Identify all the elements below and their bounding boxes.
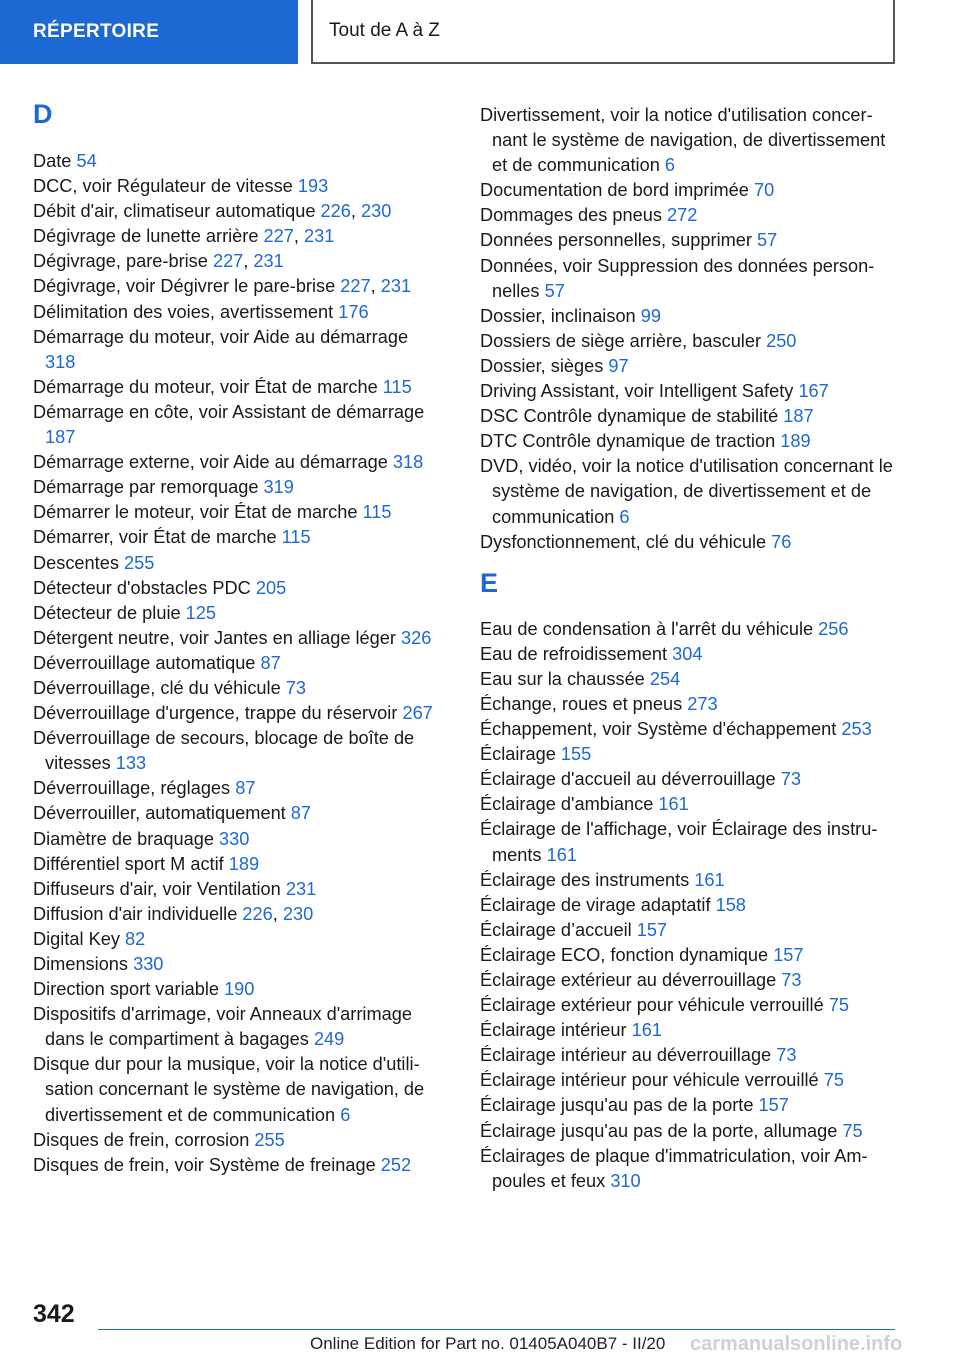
index-entry [33,726,443,776]
entry-text: Éclairage intérieur [480,1020,632,1041]
page-link[interactable]: 161 [546,844,577,865]
page-link[interactable]: 133 [115,753,147,774]
index-entry [33,400,443,450]
entry-text: Différentiel sport M actif [33,853,229,874]
entry-text: Déverrouillage automatique [33,652,261,673]
page-link[interactable]: 189 [780,431,811,452]
page-link[interactable]: 227 [263,226,294,247]
entry-text: Disques de frein, voir Système de freinage [33,1154,381,1175]
entry-text: Démarrage en côte, voir Assistant de démarrage [33,401,425,422]
entry-text: Déverrouiller, automatiquement [33,803,291,824]
edition-text: Online Edition for Part no. 01405A040B7 - II/20 [310,1334,666,1353]
page-link[interactable]: 193 [297,176,329,197]
entry-text: Éclairage d'accueil au déverrouillage [480,769,781,790]
index-entry [480,254,900,304]
entry-text: Éclairage jusqu'au pas de la porte [480,1095,759,1116]
page-link[interactable]: 97 [608,355,629,376]
page-link[interactable]: 87 [235,778,256,799]
index-entry [33,375,443,400]
entry-text: Éclairage intérieur au déverrouillage [480,1045,777,1066]
entry-text: Éclairage d'ambiance [480,794,659,815]
index-entry [33,827,443,852]
watermark-logo: carmanualsonline.info [690,1333,903,1355]
page-link[interactable]: 115 [362,502,392,523]
page-link[interactable]: 310 [610,1170,641,1191]
index-entry [480,329,900,354]
index-entry [33,576,443,601]
index-entry [480,692,900,717]
page-link[interactable]: 318 [45,351,76,372]
page-link[interactable]: 226 [242,903,273,924]
page-separator: , [350,201,362,222]
page-link[interactable]: 75 [828,995,850,1016]
page-link[interactable]: 157 [758,1095,789,1116]
page-link[interactable]: 227 [340,276,371,297]
entry-text: Disques de frein, corrosion [33,1129,255,1150]
page-link[interactable]: 73 [781,970,802,990]
page-link[interactable]: 254 [649,668,681,689]
index-entry [480,642,900,667]
index-entry [33,500,443,525]
page-link[interactable]: 230 [361,201,392,222]
index-entry [480,379,900,404]
index-entry [33,1002,443,1052]
entry-text: Diffusion d'air individuelle [33,903,243,924]
entry-text: Éclairage d’accueil [480,919,637,940]
index-entry [480,767,900,792]
page-link[interactable]: 158 [715,894,746,915]
index-entry [480,203,900,228]
index-entry [33,224,443,249]
index-entry [480,304,900,329]
page-link[interactable]: 187 [45,427,76,448]
page-link[interactable]: 189 [228,853,260,874]
page-separator: , [272,903,283,924]
page-link[interactable]: 161 [658,794,689,815]
page-link[interactable]: 330 [133,954,164,974]
index-entry [33,1128,443,1153]
entry-text: DSC Contrôle dynamique de stabilité [480,406,784,427]
chapter-title: Tout de A à Z [329,20,440,41]
entry-text: Détecteur d'obstacles PDC [33,577,256,598]
entry-text: Démarrage du moteur, voir Aide au démarrage [33,326,409,347]
entry-text: Dégivrage, voir Dégivrer le pare-brise [33,276,341,297]
index-entry [33,325,443,375]
page-link[interactable]: 167 [798,381,829,402]
page-link[interactable]: 76 [771,531,792,552]
page-link[interactable]: 267 [402,703,433,724]
entry-text: Déverrouillage d'urgence, trappe du réservoir [33,703,403,724]
page-link[interactable]: 252 [380,1154,412,1175]
index-entry [33,701,443,726]
index-entry [33,249,443,274]
page-link[interactable]: 227 [212,251,244,272]
entry-text: Driving Assistant, voir Intelligent Safety [480,381,799,402]
page-link[interactable]: 73 [285,677,306,698]
page-link[interactable]: 319 [263,477,294,498]
page-link[interactable]: 205 [255,577,287,598]
page-link[interactable]: 187 [783,406,814,427]
entry-text: Descentes [33,552,124,573]
page-link[interactable]: 256 [818,618,849,639]
index-entry [33,676,443,701]
index-entry [480,893,900,918]
page-link[interactable]: 115 [281,527,311,548]
page-link[interactable]: 226 [320,201,351,222]
index-entry [480,1119,900,1144]
entry-text: Éclairage [480,744,561,765]
entry-text: Démarrage par remorquage [33,477,264,498]
index-entry [33,626,443,651]
page-link[interactable]: 73 [776,1045,797,1066]
entry-text: Diamètre de braquage [33,828,220,849]
entry-text: Éclairage jusqu'au pas de la porte, allumage [480,1120,843,1141]
index-entry [33,776,443,801]
entry-text: Démarrage du moteur, voir État de marche [33,376,383,397]
entry-text: Dysfonctionnement, clé du véhicule [480,531,772,552]
section-tab[interactable] [0,0,298,64]
entry-text: Éclairage ECO, fonction dynamique [480,944,774,965]
page-link[interactable]: 115 [382,376,412,397]
page-link[interactable]: 230 [282,903,314,924]
page-link[interactable]: 75 [823,1070,844,1091]
entry-text: Éclairages de plaque d'immatriculation, voir Ampoules et feux [480,1145,868,1191]
entry-text: Dommages des pneus [480,205,668,226]
entry-text: Déverrouillage, réglages [33,778,236,799]
index-entry [33,927,443,952]
page-link[interactable]: 99 [640,305,661,326]
page-link[interactable]: 70 [753,180,775,201]
index-entry [33,1153,443,1178]
index-entry [480,918,900,943]
page-link[interactable]: 231 [285,878,317,899]
index-entry [480,943,900,968]
index-entry [480,817,900,867]
entry-text: Éclairage de virage adaptatif [480,894,716,915]
index-entry [480,868,900,893]
page-link[interactable]: 155 [560,744,592,765]
index-entry [480,717,900,742]
entry-text: Délimitation des voies, avertissement [33,301,339,322]
page-separator: , [243,251,254,272]
index-entry [33,801,443,826]
entry-text: Débit d'air, climatiseur automatique [33,201,321,222]
entry-text: Déverrouillage de secours, blocage de boîte de vitesses [33,728,415,774]
index-entry [33,450,443,475]
page-link[interactable]: 157 [636,919,668,940]
page-link[interactable]: 125 [185,602,217,623]
chapter-tab [311,0,895,64]
entry-text: Disque dur pour la musique, voir la notice d'utilisation concernant le système de navigation, de divertissement et de communication [33,1054,425,1125]
entry-text: Dossiers de siège arrière, basculer [480,330,767,351]
entry-text: Détecteur de pluie [33,602,186,623]
entry-text: Démarrer, voir État de marche [33,527,282,548]
entry-text: Éclairage des instruments [480,869,695,890]
index-entry [33,877,443,902]
index-entry [480,1093,900,1118]
page-header [0,0,960,66]
index-entry [480,454,900,529]
entry-text: Échappement, voir Système d'échappement [480,719,842,740]
entry-text: DVD, vidéo, voir la notice d'utilisation concernant le système de navigation, de divertissement et de communication [480,456,893,527]
index-entry [480,667,900,692]
index-entry [33,651,443,676]
index-entry [480,103,900,178]
index-entry [33,475,443,500]
page-link[interactable]: 190 [224,979,255,1000]
page-link[interactable]: 87 [290,803,312,824]
index-letter-heading: E [480,567,499,598]
page-link[interactable]: 75 [842,1120,863,1141]
page-link[interactable]: 304 [672,643,703,664]
page-link[interactable]: 73 [780,769,801,790]
entry-text: Diffuseurs d'air, voir Ventilation [33,878,286,899]
entry-text: Éclairage de l'affichage, voir Éclairage des instruments [480,819,878,865]
entry-text: Eau de refroidissement [480,643,673,664]
page-link[interactable]: 6 [619,506,630,527]
index-entry [480,429,900,454]
entry-text: Eau sur la chaussée [480,668,650,689]
entry-text: Direction sport variable [33,979,225,1000]
index-entry [480,354,900,379]
page-link[interactable]: 330 [219,828,250,849]
entry-text: Dimensions [33,954,134,974]
page-link[interactable]: 57 [757,230,778,251]
page-link[interactable]: 176 [338,301,369,322]
index-entry [33,1052,443,1127]
index-entry [33,601,443,626]
page-link[interactable]: 231 [303,226,335,247]
entry-text: Échange, roues et pneus [480,693,688,714]
index-entry [33,300,443,325]
entry-text: Dégivrage, pare-brise [33,251,213,272]
entry-text: DCC, voir Régulateur de vitesse [33,176,298,197]
page-link[interactable]: 326 [401,627,432,648]
entry-text: Données personnelles, supprimer [480,230,758,251]
page-link[interactable]: 255 [123,552,155,573]
page-link[interactable]: 57 [544,280,565,301]
entry-text: Éclairage extérieur pour véhicule verrouillé [480,995,829,1016]
page-link[interactable]: 250 [766,330,797,351]
index-entry [33,977,443,1002]
index-entry [480,993,900,1018]
page-link[interactable]: 6 [664,155,675,176]
page-link[interactable]: 157 [773,944,804,965]
index-entry [480,968,900,993]
index-entry [33,852,443,877]
index-column-right [480,103,900,1194]
index-entry [480,178,900,203]
index-entry [480,1068,900,1093]
index-entry [33,551,443,576]
index-entry [33,199,443,224]
entry-text: Dégivrage de lunette arrière [33,226,264,247]
page-link[interactable]: 161 [631,1020,662,1041]
entry-text: Éclairage intérieur pour véhicule verrouillé [480,1070,824,1091]
index-entry [33,952,443,977]
page-link[interactable]: 6 [340,1104,351,1125]
entry-text: Démarrer le moteur, voir État de marche [33,502,363,523]
index-letter-heading: D [33,99,53,129]
index-entry [33,149,443,174]
entry-text: Date [33,151,77,171]
page-link[interactable]: 87 [260,652,281,673]
index-entry [480,404,900,429]
entry-text: Digital Key [33,928,125,949]
index-entry [33,525,443,550]
entry-text: Données, voir Suppression des données personnelles [480,255,875,301]
page-link[interactable]: 273 [687,693,718,714]
index-entry [480,530,900,555]
index-entry [33,174,443,199]
entry-text: Déverrouillage, clé du véhicule [33,677,286,698]
index-entry [480,792,900,817]
page-separator: , [370,276,381,297]
index-entry [480,617,900,642]
footer-divider [98,1329,895,1330]
page-link[interactable]: 255 [254,1129,285,1150]
entry-text: Éclairage extérieur au déverrouillage [480,970,782,990]
index-entry [33,902,443,927]
page-number: 342 [33,1300,75,1328]
entry-text: Détergent neutre, voir Jantes en alliage léger [33,627,402,648]
index-entry [480,1043,900,1068]
index-entry [480,1018,900,1043]
entry-text: Dossier, sièges [480,355,609,376]
page-link[interactable]: 82 [125,928,146,949]
entry-text: Dispositifs d'arrimage, voir Anneaux d'arrimage dans le compartiment à bagages [33,1004,412,1050]
entry-text: Démarrage externe, voir Aide au démarrage [33,452,393,473]
page-link[interactable]: 231 [253,251,284,272]
entry-text: Documentation de bord imprimée [480,180,754,201]
entry-text: Dossier, inclinaison [480,305,641,326]
entry-text: Eau de condensation à l'arrêt du véhicule [480,618,819,639]
index-entry [480,742,900,767]
page-link[interactable]: 318 [392,452,424,473]
index-entry [480,1144,900,1194]
page-link[interactable]: 249 [313,1029,345,1050]
page-link[interactable]: 161 [694,869,725,890]
page-link[interactable]: 54 [76,151,97,171]
index-entry [480,228,900,253]
page-link[interactable]: 231 [380,276,412,297]
index-entry [33,274,443,299]
index-column-left [33,98,443,1178]
page-link[interactable]: 253 [841,719,872,740]
entry-text: Divertissement, voir la notice d'utilisation concernant le système de navigation, de divertissement et de communication [480,105,886,176]
page-link[interactable]: 272 [667,205,698,226]
page-separator: , [293,226,304,247]
entry-text: DTC Contrôle dynamique de traction [480,431,781,452]
section-label: RÉPERTOIRE [33,21,160,42]
